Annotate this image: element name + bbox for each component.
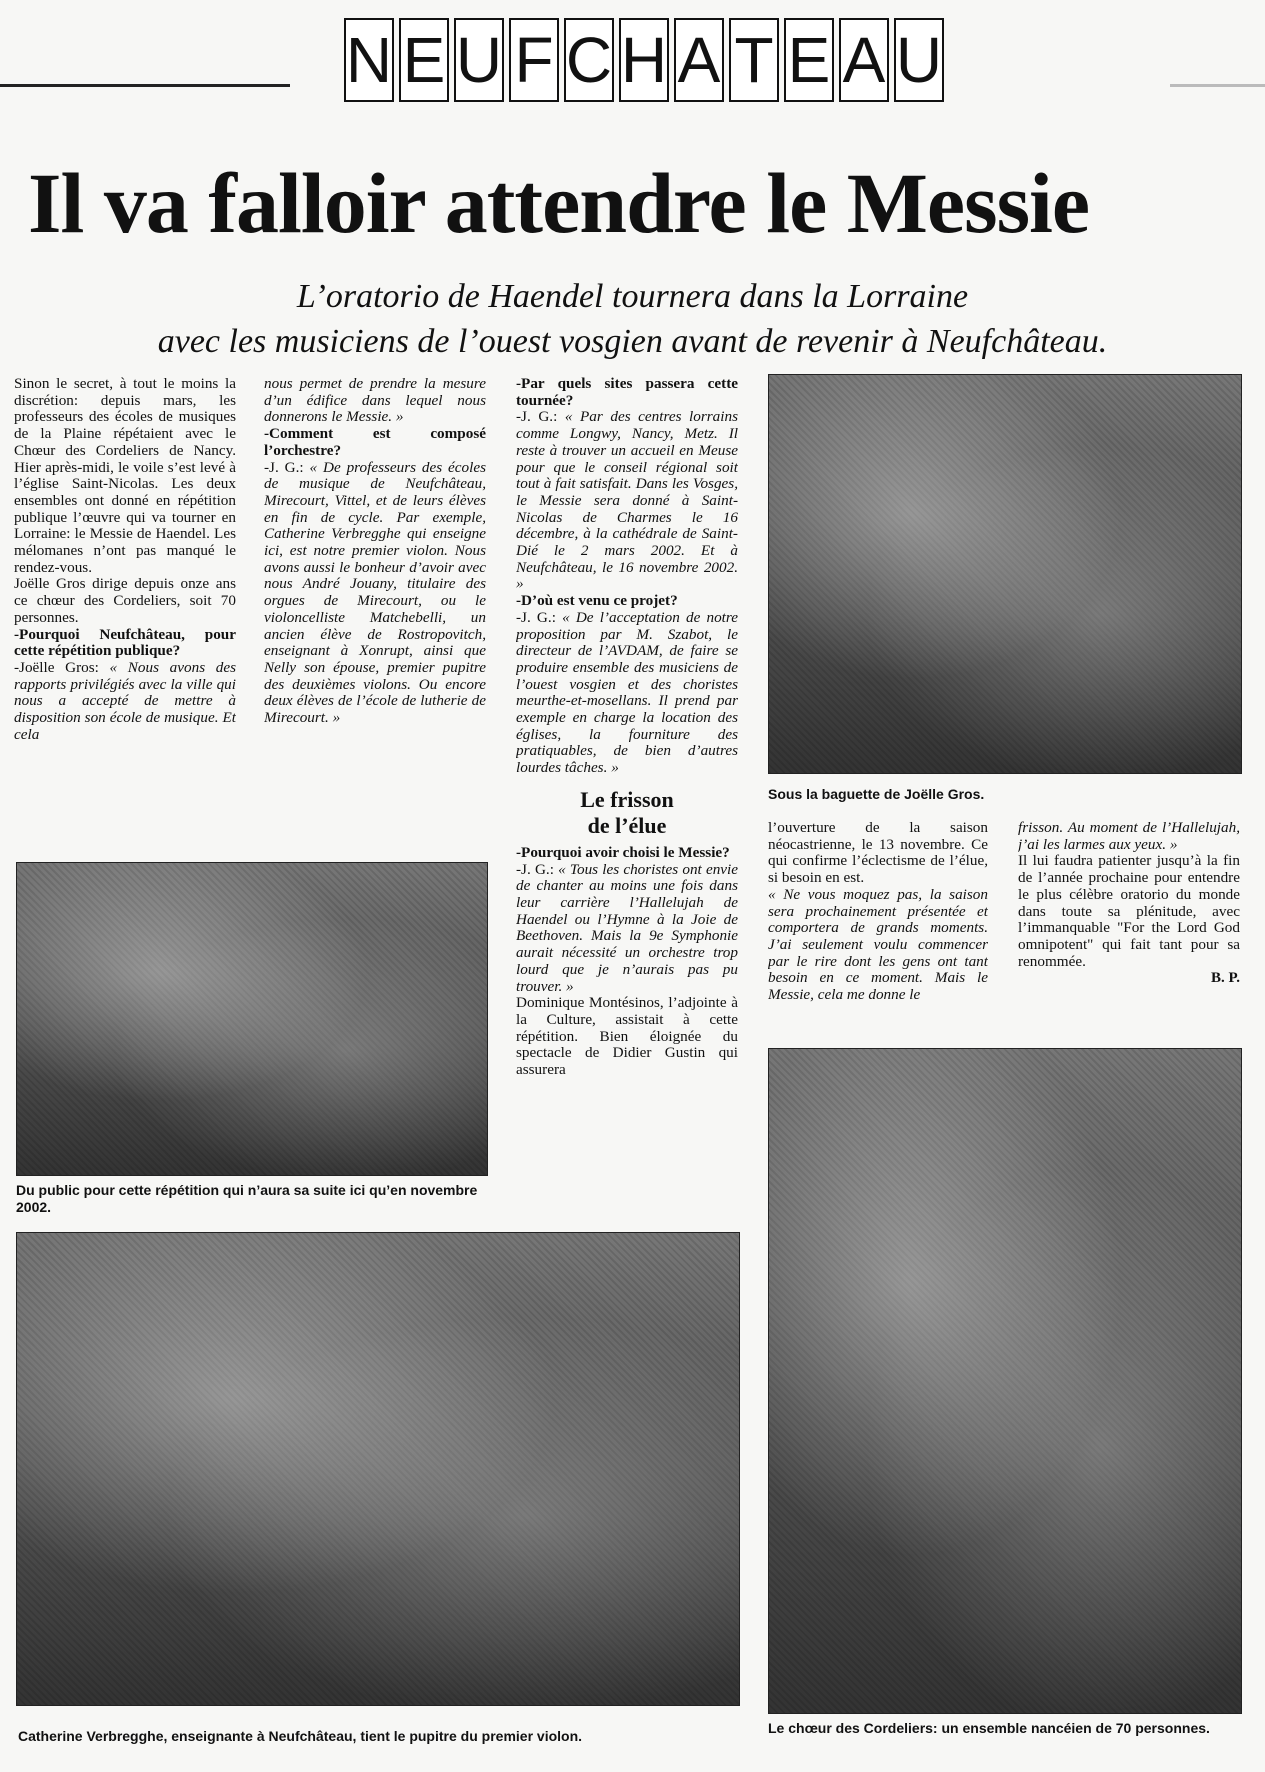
speaker: -J. G.:	[516, 608, 563, 626]
masthead-letter: A	[839, 18, 889, 102]
masthead-letter: A	[674, 18, 724, 102]
masthead-rule-left	[0, 84, 290, 87]
answer-text: « De professeurs des écoles de musique de Neufchâteau, Mirecourt, Vittel, et de leurs élèves en fin de cycle. Par exemple, Catherine Verbregghe qui enseigne ici, est notre premier violon. Nous avons aussi le bonheur d’avoir avec nous André Jouany, titulaire des orgues de Mirecourt, ou le violoncelliste Matchebelli, un ancien élève de Rostropovitch, enseignant à Xonrupt, ainsi que Nelly son épouse, premier pupitre des deuxièmes violons. Ou encore deux élèves de l’école de lutherie de Mirecourt. »	[264, 458, 486, 727]
interview-question: -Par quels sites passera cette tournée?	[516, 376, 738, 409]
masthead-rule-right	[1170, 84, 1265, 87]
interview-question: -Pourquoi Neufchâteau, pour cette répétition publique?	[14, 625, 236, 660]
masthead-letter: E	[399, 18, 449, 102]
answer-text: « De l’acceptation de notre proposition par M. Szabot, le directeur de l’AVDAM, de faire se produire ensemble des musiciens de l’ouest vosgien et des choristes meurthe-et-mosellans. Il prend par exemple en charge la location des églises, la fourniture des pratiquables, de bien d’autres lourdes tâches. »	[516, 608, 738, 777]
masthead-letter: T	[729, 18, 779, 102]
choir-photo	[768, 1048, 1242, 1714]
subheading-line: de l’élue	[587, 812, 667, 838]
violinist-photo-caption: Catherine Verbregghe, enseignante à Neufchâteau, tient le pupitre du premier violon.	[18, 1728, 583, 1744]
interview-question: -Pourquoi avoir choisi le Messie?	[516, 843, 730, 861]
subheading	[516, 787, 738, 839]
conductor-photo-caption: Sous la baguette de Joëlle Gros.	[768, 786, 985, 802]
masthead-letter: E	[784, 18, 834, 102]
paragraph: Il lui faudra patienter jusqu’à la fin de l’année prochaine pour entendre le plus célèbre oratorio du monde dans toute sa plénitude, avec l’immanquable "For the Lord God omnipotent" qui fait tant pour sa renommée.	[1018, 852, 1240, 970]
author-signature: B. P.	[1210, 970, 1240, 987]
deck-line-2: avec les musiciens de l’ouest vosgien avant de revenir à Neufchâteau.	[157, 323, 1108, 360]
answer-text: « Par des centres lorrains comme Longwy, Nancy, Metz. Il reste à trouver un accueil en Meuse pour que le conseil régional soit tout à fait satisfait. Dans les Vosges, le Messie sera donné à Saint-Nicolas de Charmes le 16 décembre, à la cathédrale de Saint-Dié le 2 mars 2002. Et à Neufchâteau, le 16 novembre 2002. »	[516, 408, 738, 593]
article-headline: Il va falloir attendre le Messie	[28, 155, 1090, 251]
answer-continuation: nous permet de prendre la mesure d’un édifice dans lequel nous donnerons le Messie. »	[264, 376, 486, 426]
masthead-letter: F	[509, 18, 559, 102]
article-column-3	[516, 376, 738, 1214]
speaker: -J. G.:	[516, 860, 559, 878]
speaker: -J. G.:	[264, 458, 310, 476]
masthead-letter: U	[894, 18, 944, 102]
masthead-letter: C	[564, 18, 614, 102]
paragraph: Sinon le secret, à tout le moins la discrétion: depuis mars, les professeurs des écoles de musiques de la Plaine répétaient avec le Chœur des Cordeliers de Nancy. Hier après-midi, le voile s’est levé à l’église Saint-Nicolas. Les deux ensembles ont donné en répétition publique l’œuvre qui va tourner en Lorraine: le Messie de Haendel. Les mélomanes n’ont pas manqué le rendez-vous.	[14, 376, 236, 576]
quote-continuation: frisson. Au moment de l’Hallelujah, j’ai les larmes aux yeux. »	[1018, 820, 1240, 853]
interview-answer	[264, 460, 486, 727]
answer-text: « Tous les choristes ont envie de chanter au moins une fois dans leur carrière l’Hallelujah de Haendel ou l’Hymne à la Joie de Beethoven. Mais la 9e Symphonie aurait nécessité un orchestre trop lourd que je n’aurais pas pu trouver. »	[516, 860, 738, 995]
paragraph: Dominique Montésinos, l’adjointe à la Culture, assistait à cette répétition. Bien éloignée du spectacle de Didier Gustin qui assurera	[516, 994, 738, 1079]
article-column-1	[14, 376, 236, 852]
interview-answer	[516, 610, 738, 777]
conductor-photo	[768, 374, 1242, 774]
masthead-letter: N	[344, 18, 394, 102]
paragraph: Joëlle Gros dirige depuis onze ans ce chœur des Cordeliers, soit 70 personnes.	[14, 575, 236, 626]
audience-photo	[16, 862, 488, 1176]
article-deck	[20, 274, 1245, 364]
interview-question: -Comment est composé l’orchestre?	[264, 425, 486, 459]
interview-answer	[14, 660, 236, 744]
article-column-4	[768, 820, 988, 1032]
paragraph: l’ouverture de la saison néocastrienne, le 13 novembre. Ce qui confirme l’éclectisme de l’élue, si besoin en est.	[768, 820, 988, 887]
interview-question: -D’où est venu ce projet?	[516, 592, 678, 610]
interview-answer	[516, 862, 738, 996]
choir-photo-caption: Le chœur des Cordeliers: un ensemble nancéien de 70 personnes.	[768, 1720, 1210, 1736]
interview-answer	[516, 409, 738, 593]
article-column-2	[264, 376, 486, 852]
masthead-letter: H	[619, 18, 669, 102]
deck-line-1: L’oratorio de Haendel tournera dans la Lorraine	[296, 278, 969, 315]
section-masthead	[344, 18, 944, 102]
quote: « Ne vous moquez pas, la saison sera prochainement présentée et comportera de grands moments. J’ai seulement voulu commencer par le rire dont les gens ont tant besoin en ce moment. Mais le Messie, cela me donne le	[768, 885, 988, 1004]
violinist-photo	[16, 1232, 740, 1706]
article-column-5	[1018, 820, 1240, 1032]
masthead-letter: U	[454, 18, 504, 102]
speaker: -Joëlle Gros:	[14, 658, 110, 676]
answer-text: « Nous avons des rapports privilégiés avec la ville qui nous a accepté de mettre à disposition son école de musique. Et cela	[14, 658, 236, 743]
speaker: -J. G.:	[516, 408, 565, 426]
audience-photo-caption: Du public pour cette répétition qui n’aura sa suite ici qu’en novembre 2002.	[16, 1182, 478, 1215]
subheading-line: Le frisson	[580, 786, 674, 812]
